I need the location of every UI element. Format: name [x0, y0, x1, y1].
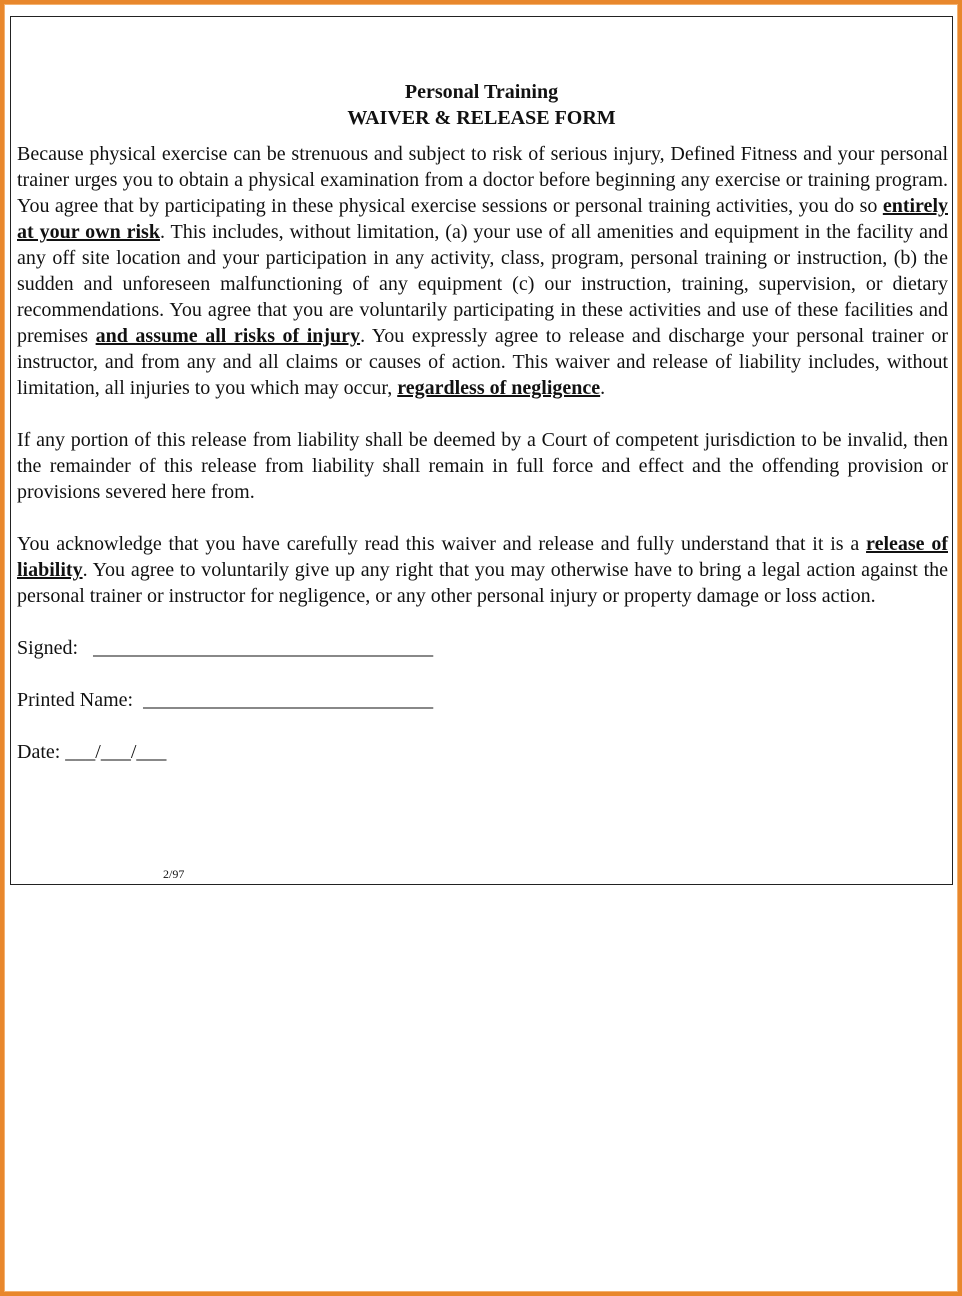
paragraph-risk-text-2: . This includes, without limitation, (a) your use of all amenities and equipment in the facility and any off site location and your participation in any activity, class, program, personal training or instruction, (b) the sudden and unforeseen malfunctioning of any equipment (c) our instruction, training, supervision, or dietary recommendations. You agree that you are voluntarily participating in these activities and use of these facilities and premises: [17, 221, 948, 347]
title-line-1: Personal Training: [404, 81, 559, 103]
paragraph-risk-text-4: .: [600, 377, 606, 399]
paragraph-ack-text-2: . You agree to voluntarily give up any right that you may otherwise have to bring a legal action against the personal trainer or instructor for negligence, or any other personal injury or property damage or loss action.: [17, 559, 948, 607]
emphasis-assume-risks: and assume all risks of injury: [95, 325, 361, 347]
printed-name-field[interactable]: Printed Name: _____________________________: [17, 689, 434, 711]
paragraph-risk-text-1: Because physical exercise can be strenuous and subject to risk of serious injury, Defined Fitness and your personal trainer urges you to obtain a physical examination from a doctor before beginning any exercise or training program. You agree that by participating in these physical exercise sessions or personal training activities, you do so: [17, 143, 948, 217]
date-field[interactable]: Date: ___/___/___: [17, 741, 167, 763]
paragraph-ack-text-1: You acknowledge that you have carefully read this waiver and release and fully understand that it is a: [17, 533, 867, 555]
emphasis-negligence: regardless of negligence: [397, 377, 601, 399]
revision-code: 2/97: [163, 867, 185, 881]
emphasis-own-risk: entirely at your own risk: [17, 195, 948, 243]
waiver-document: [10, 16, 953, 885]
form-body: [17, 141, 948, 791]
emphasis-release-liability: release of liability: [17, 533, 948, 581]
form-title: [11, 79, 952, 131]
paragraph-risk: [17, 141, 948, 401]
paragraph-acknowledgement: [17, 531, 948, 609]
paragraph-severability: If any portion of this release from liability shall be deemed by a Court of competent jurisdiction to be invalid, then the remainder of this release from liability shall remain in full force and effect and the offending provision or provisions severed here from.: [17, 429, 948, 503]
signed-field[interactable]: Signed: __________________________________: [17, 637, 434, 659]
title-line-2: WAIVER & RELEASE FORM: [347, 107, 616, 129]
paragraph-risk-text-3: . You expressly agree to release and discharge your personal trainer or instructor, and from any and all claims or causes of action. This waiver and release of liability includes, without limitation, all injuries to you which may occur,: [17, 325, 949, 399]
